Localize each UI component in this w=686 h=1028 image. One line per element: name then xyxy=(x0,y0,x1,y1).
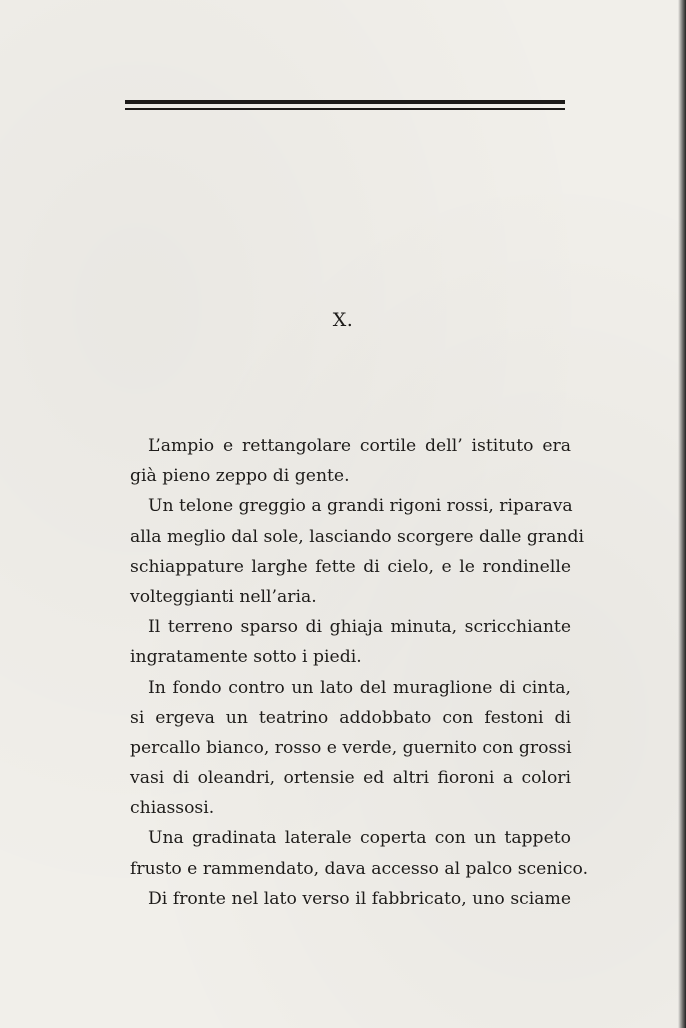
body-text xyxy=(130,431,589,914)
text-line: Un telone greggio a grandi rigoni rossi, riparava xyxy=(148,496,573,517)
page-edge-shadow xyxy=(678,0,686,1028)
text-line: In fondo contro un lato del muraglione di cinta, xyxy=(148,677,571,698)
text-line: Una gradinata laterale coperta con un tappeto xyxy=(148,828,571,849)
text-line: si ergeva un teatrino addobbato con festoni di xyxy=(130,707,571,728)
text-line: schiappature larghe fette di cielo, e le rondinelle xyxy=(130,556,571,577)
chapter-heading: X. xyxy=(332,309,354,331)
text-line: alla meglio dal sole, lasciando scorgere dalle grandi xyxy=(130,526,584,547)
text-line: già pieno zeppo di gente. xyxy=(130,466,350,487)
text-line: volteggianti nell’aria. xyxy=(130,586,317,607)
text-line: chiassosi. xyxy=(130,798,215,819)
header-rule-thin xyxy=(125,108,565,110)
header-rule-thick xyxy=(125,100,565,104)
text-line: L’ampio e rettangolare cortile dell’ istituto era xyxy=(148,436,571,456)
text-line: frusto e rammendato, dava accesso al palco scenico. xyxy=(130,858,589,879)
text-line: ingratamente sotto i piedi. xyxy=(130,647,362,668)
text-line: Il terreno sparso di ghiaja minuta, scricchiante xyxy=(148,617,571,638)
text-line: percallo bianco, rosso e verde, guernito con grossi xyxy=(130,737,572,758)
text-line: vasi di oleandri, ortensie ed altri fioroni a colori xyxy=(130,768,571,789)
text-line: Di fronte nel lato verso il fabbricato, uno sciame xyxy=(148,888,571,909)
